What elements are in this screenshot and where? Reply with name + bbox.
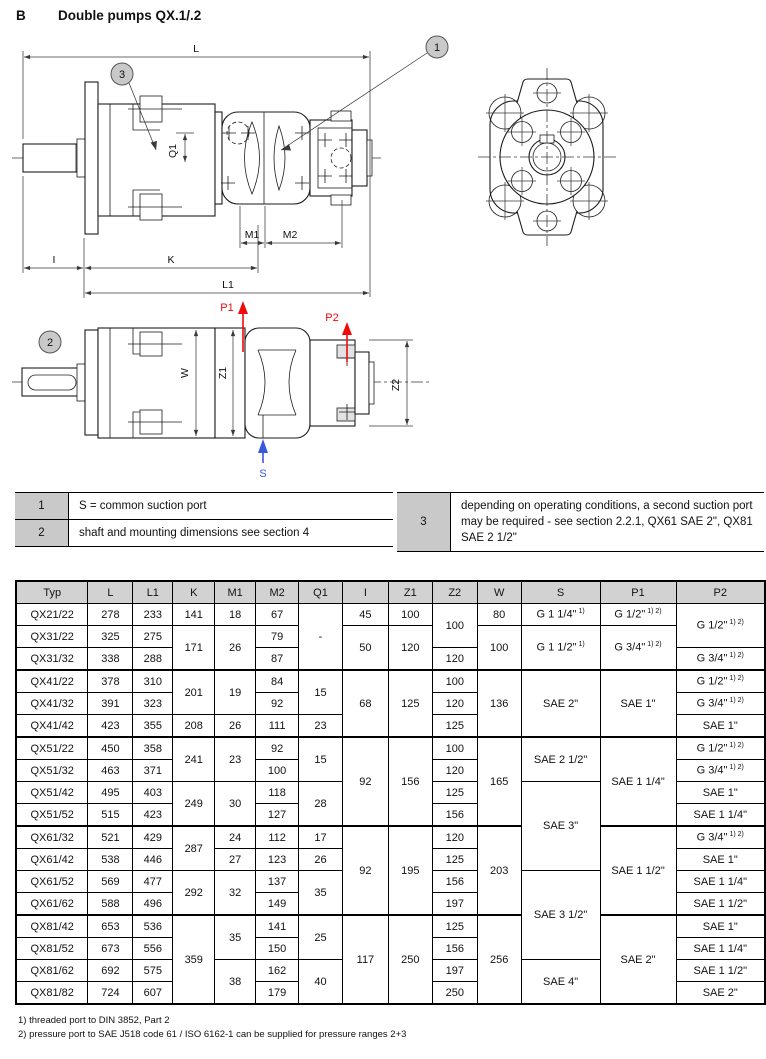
pump-cartridge-top <box>245 328 310 438</box>
legend-item-text: shaft and mounting dimensions see section 4 <box>79 527 310 539</box>
table-cell: 275 <box>133 626 173 648</box>
table-cell: 92 <box>256 737 299 760</box>
table-cell: 536 <box>133 915 173 938</box>
table-header-cell: Typ <box>16 581 88 604</box>
table-cell: 692 <box>88 960 133 982</box>
table-cell: 26 <box>215 626 256 671</box>
table-cell: 249 <box>173 782 215 827</box>
table-cell: 371 <box>133 760 173 782</box>
table-cell: G 1/2" $^{1) 2)}$ <box>676 670 765 693</box>
table-cell: 250 <box>432 982 477 1005</box>
port-arrow-s <box>258 439 268 480</box>
table-cell: 496 <box>133 893 173 916</box>
table-cell: SAE 1 1/4" <box>676 938 765 960</box>
table-cell: 32 <box>215 871 256 916</box>
table-cell: 355 <box>133 715 173 738</box>
dim-label-z1: Z1 <box>217 366 229 380</box>
table-row <box>16 915 765 938</box>
legend-item <box>397 492 764 552</box>
table-cell: 18 <box>215 604 256 626</box>
table-cell: 15 <box>299 737 343 782</box>
table-cell: 325 <box>88 626 133 648</box>
table-cell: G 3/4" $^{1) 2)}$ <box>676 693 765 715</box>
table-cell: G 3/4" $^{1) 2)}$ <box>600 626 676 671</box>
table-cell: 30 <box>215 782 256 827</box>
table-cell: G 3/4" $^{1) 2)}$ <box>676 826 765 849</box>
table-cell: QX41/22 <box>16 670 88 693</box>
dim-label-w: W <box>179 368 191 378</box>
table-cell: QX81/62 <box>16 960 88 982</box>
legend-notes-right <box>397 492 764 552</box>
port-label-p1: P1 <box>220 302 234 314</box>
table-cell: 197 <box>432 893 477 916</box>
legend-notes-left <box>15 492 393 547</box>
table-cell: 120 <box>432 648 477 671</box>
table-cell: 165 <box>477 737 521 826</box>
p2-arrowhead-icon <box>342 322 352 335</box>
table-cell: SAE 1" <box>600 670 676 737</box>
table-cell: 323 <box>133 693 173 715</box>
table-cell: 288 <box>133 648 173 671</box>
table-cell: 92 <box>256 693 299 715</box>
table-cell: 23 <box>215 737 256 782</box>
table-cell: 429 <box>133 826 173 849</box>
table-cell: 179 <box>256 982 299 1005</box>
table-cell: 156 <box>432 938 477 960</box>
shaft-key-flat <box>28 375 76 390</box>
top-view-drawing <box>12 301 430 480</box>
table-cell: 127 <box>256 804 299 827</box>
table-cell: QX61/32 <box>16 826 88 849</box>
table-cell: 84 <box>256 670 299 693</box>
dim-label-i: I <box>52 254 56 266</box>
table-cell: 556 <box>133 938 173 960</box>
table-cell: 118 <box>256 782 299 804</box>
dim-label-m1: M1 <box>244 229 260 241</box>
table-cell: 673 <box>88 938 133 960</box>
table-cell: SAE 1" <box>676 715 765 738</box>
table-cell: 208 <box>173 715 215 738</box>
table-cell: 241 <box>173 737 215 782</box>
table-header-cell: P2 <box>676 581 765 604</box>
table-cell: 391 <box>88 693 133 715</box>
legend-item-text: depending on operating conditions, a second suction port may be required - see section 2.2.1, QX61 SAE 2", QX81 SAE 2 1/2" <box>461 500 753 544</box>
table-cell: 35 <box>299 871 343 916</box>
port-block-side <box>310 120 352 196</box>
table-cell: QX41/42 <box>16 715 88 738</box>
table-header-row <box>16 581 765 604</box>
dimension-table <box>15 580 766 1005</box>
footnote-1: 1) threaded port to DIN 3852, Part 2 <box>18 1015 170 1026</box>
table-cell: SAE 1 1/4" <box>676 871 765 893</box>
p1-arrowhead-icon <box>238 301 248 314</box>
legend-item <box>15 492 393 519</box>
dim-label-z2: Z2 <box>390 378 402 392</box>
table-cell: 256 <box>477 915 521 1004</box>
table-row <box>16 604 765 626</box>
table-cell: 125 <box>388 670 432 737</box>
table-cell: SAE 4" <box>521 960 600 1005</box>
technical-drawings <box>0 0 766 486</box>
table-cell: 423 <box>88 715 133 738</box>
table-cell: 117 <box>342 915 388 1004</box>
callout-2 <box>39 331 61 353</box>
table-cell: 477 <box>133 871 173 893</box>
table-cell: SAE 1 1/4" <box>600 737 676 826</box>
table-cell: 25 <box>299 915 343 960</box>
table-cell: 26 <box>215 715 256 738</box>
dim-label-l1: L1 <box>222 279 234 291</box>
table-cell: 450 <box>88 737 133 760</box>
table-header-cell: S <box>521 581 600 604</box>
table-cell: 100 <box>432 737 477 760</box>
table-cell: 162 <box>256 960 299 982</box>
table-cell: 100 <box>432 604 477 648</box>
table-cell: 92 <box>342 826 388 915</box>
table-cell: 150 <box>256 938 299 960</box>
pump-shaft-side <box>23 144 84 172</box>
table-cell: 195 <box>388 826 432 915</box>
table-cell: 423 <box>133 804 173 827</box>
table-cell: SAE 1" <box>676 782 765 804</box>
table-cell: 35 <box>215 915 256 960</box>
table-cell: 50 <box>342 626 388 671</box>
table-cell: QX21/22 <box>16 604 88 626</box>
dim-label-k: K <box>167 254 175 266</box>
table-cell: SAE 3 1/2" <box>521 871 600 960</box>
table-cell: 80 <box>477 604 521 626</box>
table-cell: QX51/52 <box>16 804 88 827</box>
dim-label-l: L <box>193 43 199 55</box>
footnote-2: 2) pressure port to SAE J518 code 61 / ISO 6162-1 can be supplied for pressure ranges 2+3 <box>18 1029 407 1040</box>
table-cell: G 3/4" $^{1) 2)}$ <box>676 760 765 782</box>
table-cell: 17 <box>299 826 343 849</box>
table-cell: 359 <box>173 915 215 1004</box>
table-cell: SAE 2" <box>521 670 600 737</box>
table-cell: 358 <box>133 737 173 760</box>
table-cell: 19 <box>215 670 256 715</box>
table-cell: 123 <box>256 849 299 871</box>
table-cell: 446 <box>133 849 173 871</box>
port-label-s: S <box>259 468 267 480</box>
table-cell: 292 <box>173 871 215 916</box>
table-cell: 120 <box>432 760 477 782</box>
table-cell: 378 <box>88 670 133 693</box>
table-cell: 87 <box>256 648 299 671</box>
table-cell: 137 <box>256 871 299 893</box>
table-cell: - <box>299 604 343 671</box>
port-label-p2: P2 <box>325 312 339 324</box>
table-cell: 92 <box>342 737 388 826</box>
table-cell: 100 <box>388 604 432 626</box>
footnotes <box>18 1014 406 1042</box>
mounting-flange-side <box>85 82 98 234</box>
table-cell: QX61/62 <box>16 893 88 916</box>
s-arrowhead-icon <box>258 439 268 453</box>
table-row <box>16 826 765 849</box>
table-header-cell: Q1 <box>299 581 343 604</box>
table-cell: 15 <box>299 670 343 715</box>
side-view-drawing <box>12 36 448 298</box>
table-cell: 515 <box>88 804 133 827</box>
page-title: Double pumps QX.1/.2 <box>58 8 202 23</box>
table-cell: QX51/42 <box>16 782 88 804</box>
table-cell: 67 <box>256 604 299 626</box>
table-cell: 24 <box>215 826 256 849</box>
table-header-cell: P1 <box>600 581 676 604</box>
table-cell: 23 <box>299 715 343 738</box>
table-cell: QX51/22 <box>16 737 88 760</box>
legend-item-text: S = common suction port <box>79 500 207 512</box>
table-cell: 495 <box>88 782 133 804</box>
table-cell: 40 <box>299 960 343 1005</box>
table-cell: 338 <box>88 648 133 671</box>
table-cell: 38 <box>215 960 256 1005</box>
table-cell: G 1/2" $^{1) 2)}$ <box>600 604 676 626</box>
table-cell: 278 <box>88 604 133 626</box>
callout-3-number: 3 <box>118 69 126 81</box>
table-cell: 463 <box>88 760 133 782</box>
table-cell: 120 <box>432 693 477 715</box>
table-cell: 156 <box>432 804 477 827</box>
table-cell: 120 <box>388 626 432 671</box>
table-cell: SAE 1" <box>676 915 765 938</box>
table-cell: SAE 1" <box>676 849 765 871</box>
table-cell: QX81/82 <box>16 982 88 1005</box>
table-cell: 27 <box>215 849 256 871</box>
table-cell: SAE 1 1/2" <box>676 893 765 916</box>
table-row <box>16 670 765 693</box>
table-row <box>16 626 765 648</box>
table-cell: 100 <box>432 670 477 693</box>
dim-label-m2: M2 <box>282 229 298 241</box>
table-cell: 310 <box>133 670 173 693</box>
table-cell: 100 <box>477 626 521 671</box>
table-cell: 653 <box>88 915 133 938</box>
table-header-cell: W <box>477 581 521 604</box>
table-cell: 156 <box>432 871 477 893</box>
table-cell: 403 <box>133 782 173 804</box>
table-cell: G 1/2" $^{1) 2)}$ <box>676 604 765 648</box>
callout-1-number: 1 <box>433 42 441 54</box>
table-cell: 607 <box>133 982 173 1005</box>
table-cell: 79 <box>256 626 299 648</box>
table-cell: SAE 2" <box>676 982 765 1005</box>
mounting-flange-top <box>85 330 98 435</box>
table-cell: 141 <box>173 604 215 626</box>
table-header-cell: I <box>342 581 388 604</box>
table-header-cell: Z1 <box>388 581 432 604</box>
legend-item-number: 2 <box>15 520 69 546</box>
table-cell: SAE 3" <box>521 782 600 871</box>
table-cell: 724 <box>88 982 133 1005</box>
table-header-cell: K <box>173 581 215 604</box>
table-cell: 26 <box>299 849 343 871</box>
section-letter: B <box>16 8 26 23</box>
table-cell: 149 <box>256 893 299 916</box>
table-cell: 171 <box>173 626 215 671</box>
table-cell: 125 <box>432 849 477 871</box>
pump-cartridge-side <box>222 112 310 204</box>
table-cell: G 1/2" $^{1) 2)}$ <box>676 737 765 760</box>
table-cell: SAE 1 1/4" <box>676 804 765 827</box>
table-cell: QX51/32 <box>16 760 88 782</box>
table-cell: 125 <box>432 915 477 938</box>
table-header-cell: M1 <box>215 581 256 604</box>
table-cell: 141 <box>256 915 299 938</box>
table-cell: 521 <box>88 826 133 849</box>
table-cell: 100 <box>256 760 299 782</box>
table-row <box>16 737 765 760</box>
table-header-cell: L1 <box>133 581 173 604</box>
legend-item <box>15 519 393 547</box>
table-cell: 233 <box>133 604 173 626</box>
table-cell: SAE 1 1/2" <box>600 826 676 915</box>
table-cell: 201 <box>173 670 215 715</box>
table-cell: 569 <box>88 871 133 893</box>
dim-label-q1: Q1 <box>167 143 179 159</box>
table-cell: SAE 2" <box>600 915 676 1004</box>
table-cell: G 1 1/2" $^{1)}$ <box>521 626 600 671</box>
legend-item-number: 3 <box>397 493 451 551</box>
legend-item-number: 1 <box>15 493 69 519</box>
table-cell: QX31/22 <box>16 626 88 648</box>
table-cell: G 3/4" $^{1) 2)}$ <box>676 648 765 671</box>
table-cell: 588 <box>88 893 133 916</box>
table-header-cell: Z2 <box>432 581 477 604</box>
table-cell: 125 <box>432 782 477 804</box>
table-cell: 203 <box>477 826 521 915</box>
table-cell: 28 <box>299 782 343 827</box>
table-header-cell: M2 <box>256 581 299 604</box>
callout-2-number: 2 <box>46 337 54 349</box>
table-cell: 111 <box>256 715 299 738</box>
table-cell: QX81/42 <box>16 915 88 938</box>
table-cell: SAE 1 1/2" <box>676 960 765 982</box>
table-cell: QX61/42 <box>16 849 88 871</box>
table-cell: 125 <box>432 715 477 738</box>
table-cell: 112 <box>256 826 299 849</box>
table-cell: QX31/32 <box>16 648 88 671</box>
table-cell: 68 <box>342 670 388 737</box>
table-cell: 538 <box>88 849 133 871</box>
table-header-cell: L <box>88 581 133 604</box>
table-cell: QX61/52 <box>16 871 88 893</box>
table-cell: 197 <box>432 960 477 982</box>
table-cell: QX41/32 <box>16 693 88 715</box>
table-cell: 136 <box>477 670 521 737</box>
table-cell: 156 <box>388 737 432 826</box>
table-cell: 287 <box>173 826 215 871</box>
table-cell: 250 <box>388 915 432 1004</box>
table-cell: G 1 1/4" $^{1)}$ <box>521 604 600 626</box>
table-cell: SAE 2 1/2" <box>521 737 600 782</box>
table-cell: 575 <box>133 960 173 982</box>
flange-view-drawing <box>478 68 616 246</box>
table-cell: 45 <box>342 604 388 626</box>
table-cell: QX81/52 <box>16 938 88 960</box>
table-cell: 120 <box>432 826 477 849</box>
